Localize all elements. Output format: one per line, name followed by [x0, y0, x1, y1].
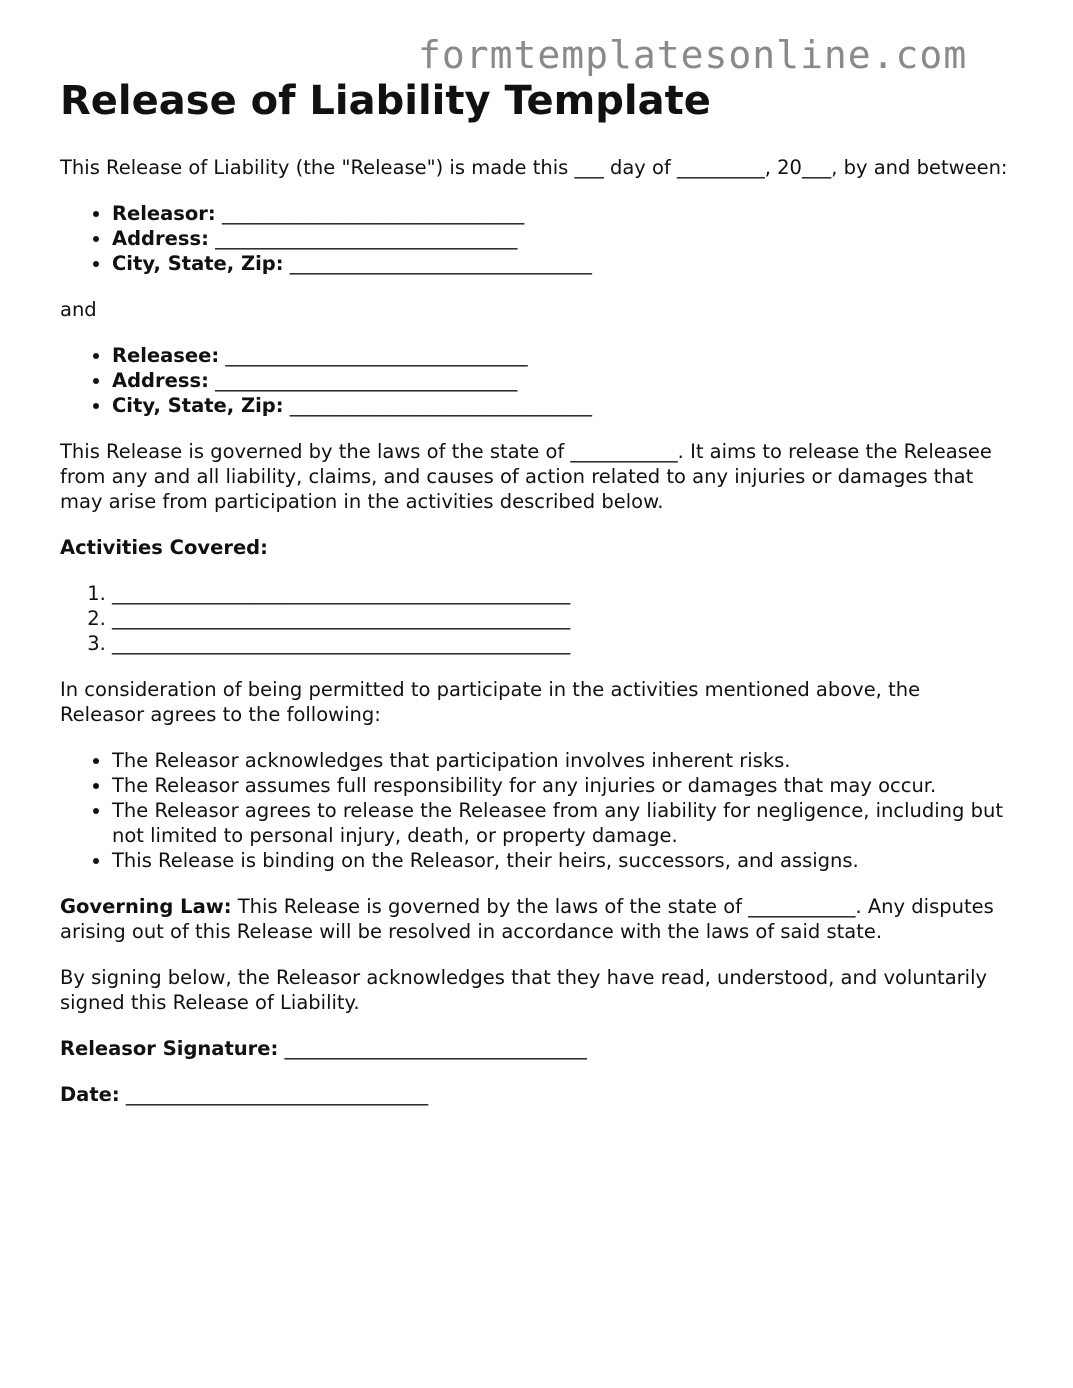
- releasor-list: [60, 201, 1010, 276]
- activities-heading: Activities Covered:: [60, 536, 268, 559]
- activity-item[interactable]: [112, 631, 1010, 656]
- releasor-label: Releasor:: [112, 202, 216, 225]
- list-item: [112, 343, 1010, 368]
- acknowledgement-paragraph: By signing below, the Releasor acknowledges that they have read, understood, and voluntarily signed this Release of Liability.: [60, 966, 988, 1014]
- releasee-list: [60, 343, 1010, 418]
- releasee-label: Releasee:: [112, 344, 220, 367]
- date-field[interactable]: _______________________________: [119, 1083, 429, 1106]
- releasor-city-field[interactable]: _______________________________: [289, 252, 593, 275]
- activity-item[interactable]: [112, 581, 1010, 606]
- releasor-address-field[interactable]: _______________________________: [215, 227, 518, 250]
- activity-field[interactable]: _______________________________________________: [112, 607, 571, 630]
- releasee-address-field[interactable]: _______________________________: [215, 369, 518, 392]
- date-label: Date:: [60, 1083, 120, 1106]
- page-title: Release of Liability Template: [60, 78, 711, 124]
- list-item: [112, 201, 1010, 226]
- term-item: • This Release is binding on the Releasor, their heirs, successors, and assigns.: [112, 848, 1010, 873]
- list-item: [112, 368, 1010, 393]
- signature-label: Releasor Signature:: [60, 1037, 279, 1060]
- governing-law-text: This Release is governed by the laws of the state of ___________. Any disputes arising out of this Release will be resolved in accordance with the laws of said state.: [60, 895, 994, 943]
- releasee-name-field[interactable]: _______________________________: [225, 344, 528, 367]
- terms-list: [60, 748, 1010, 873]
- signature-line: [60, 1036, 1010, 1061]
- releasor-name-field[interactable]: _______________________________: [221, 202, 525, 225]
- activity-field[interactable]: _______________________________________________: [112, 582, 571, 605]
- address-label: Address:: [112, 369, 209, 392]
- releasee-city-field[interactable]: _______________________________: [289, 394, 593, 417]
- list-item: [112, 393, 1010, 418]
- governing-law-label: Governing Law:: [60, 895, 232, 918]
- signature-field[interactable]: _______________________________: [278, 1037, 587, 1060]
- city-state-zip-label: City, State, Zip:: [112, 252, 284, 275]
- date-line: [60, 1082, 1010, 1107]
- document-page: [60, 74, 1010, 1107]
- governed-paragraph: This Release is governed by the laws of the state of ___________. It aims to release the Releasee from any and all liability, claims, and causes of action related to any injuries or damages that may arise from participation in the activities described below.: [60, 440, 992, 513]
- term-item: • The Releasor acknowledges that participation involves inherent risks.: [112, 748, 1010, 773]
- watermark: formtemplatesonline.com: [418, 33, 968, 77]
- activity-field[interactable]: _______________________________________________: [112, 632, 571, 655]
- list-item: [112, 251, 1010, 276]
- list-item: [112, 226, 1010, 251]
- governing-law-paragraph: [60, 894, 1010, 944]
- intro-paragraph: This Release of Liability (the "Release") is made this ___ day of _________, 20___, by and between:: [60, 156, 1008, 179]
- consideration-paragraph: In consideration of being permitted to participate in the activities mentioned above, the Releasor agrees to the following:: [60, 678, 921, 726]
- term-item: • The Releasor assumes full responsibility for any injuries or damages that may occur.: [112, 773, 1010, 798]
- city-state-zip-label: City, State, Zip:: [112, 394, 284, 417]
- activities-list: [60, 581, 1010, 656]
- term-item: • The Releasor agrees to release the Releasee from any liability for negligence, including but not limited to personal injury, death, or property damage.: [112, 798, 1010, 848]
- activity-item[interactable]: [112, 606, 1010, 631]
- and-text: and: [60, 298, 97, 321]
- address-label: Address:: [112, 227, 209, 250]
